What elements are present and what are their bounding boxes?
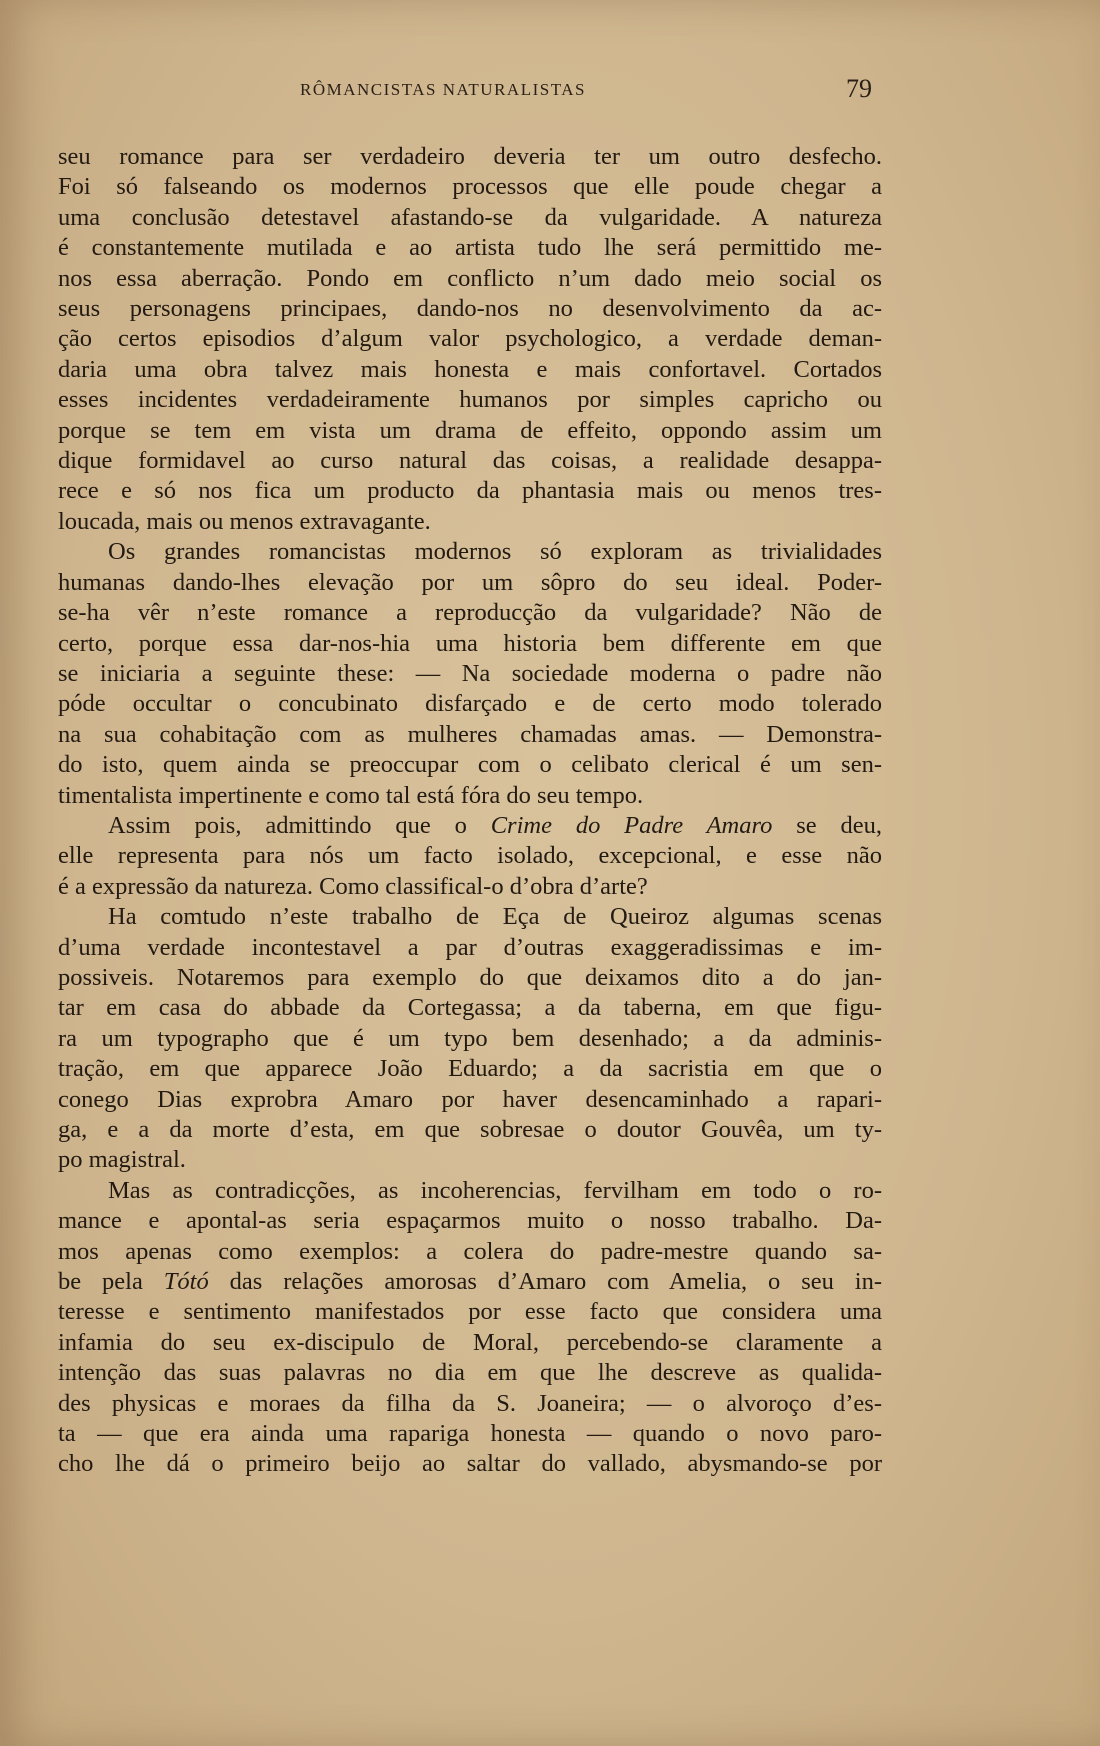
text-line: humanas dando-lhes elevação por um sôpro do seu ideal. Poder- (58, 568, 882, 596)
text-line: Os grandes romancistas modernos só exploram as trivialidades (108, 538, 882, 566)
text-line: seu romance para ser verdadeiro deveria ter um outro desfecho. (58, 143, 882, 170)
text-line: loucada, mais ou menos extravagante. (58, 507, 431, 535)
text-line: daria uma obra talvez mais honesta e mais confortavel. Cortados (58, 355, 882, 383)
running-title: RÔMANCISTAS NATURALISTAS (300, 80, 586, 99)
text-line: é constantemente mutilada e ao artista tudo lhe será permittido me- (58, 234, 882, 262)
page-number: 79 (846, 74, 872, 103)
text-line: po magistral. (58, 1146, 186, 1174)
text-segment: be pela (58, 1268, 164, 1296)
text-line: possiveis. Notaremos para exemplo do que deixamos dito a do jan- (58, 963, 882, 991)
text-line: uma conclusão detestavel afastando-se da vulgaridade. A natureza (58, 203, 882, 231)
text-line: rece e só nos fica um producto da phantasia mais ou menos tres- (58, 477, 882, 505)
text-line: ra um typographo que é um typo bem desenhado; a da adminis- (58, 1024, 882, 1052)
text-line: tração, em que apparece João Eduardo; a da sacristia em que o (58, 1055, 882, 1083)
text-segment: Assim pois, admittindo que o (108, 811, 491, 839)
text-line: conego Dias exprobra Amaro por haver desencaminhado a rapari- (58, 1085, 882, 1113)
text-line: infamia do seu ex-discipulo de Moral, percebendo-se claramente a (58, 1328, 882, 1356)
text-line: mance e apontal-as seria espaçarmos muito o nosso trabalho. Da- (58, 1207, 882, 1235)
character-name: Tótó (163, 1268, 209, 1296)
text-line: se iniciaria a seguinte these: — Na sociedade moderna o padre não (58, 659, 882, 687)
text-line: cho lhe dá o primeiro beijo ao saltar do vallado, abysmando-se por (58, 1450, 882, 1478)
text-line: certo, porque essa dar-nos-hia uma historia bem differente em que (58, 629, 882, 657)
text-line: ga, e a da morte d’esta, em que sobresae o doutor Gouvêa, um ty- (58, 1116, 882, 1143)
text-line: é a expressão da natureza. Como classifical-o d’obra d’arte? (58, 872, 648, 900)
text-line (58, 1267, 882, 1297)
book-title: Crime do Padre Amaro (490, 811, 773, 839)
text-line: tar em casa do abbade da Cortegassa; a da taberna, em que figu- (58, 994, 882, 1022)
text-line: mos apenas como exemplos: a colera do padre-mestre quando sa- (58, 1237, 882, 1265)
text-line: intenção das suas palavras no dia em que lhe descreve as qualida- (58, 1359, 882, 1387)
text-line: seus personagens principaes, dando-nos no desenvolvimento da ac- (58, 295, 882, 323)
text-line: teresse e sentimento manifestados por esse facto que considera uma (58, 1298, 882, 1326)
text-line: des physicas e moraes da filha da S. Joaneira; — o alvoroço d’es- (58, 1389, 882, 1417)
text-line: dique formidavel ao curso natural das coisas, a realidade desappa- (58, 447, 882, 475)
body-text (58, 142, 882, 1480)
text-line: nos essa aberração. Pondo em conflicto n’um dado meio social os (58, 264, 882, 292)
text-line: se-ha vêr n’este romance a reproducção da vulgaridade? Não de (58, 599, 882, 627)
text-line: porque se tem em vista um drama de effeito, oppondo assim um (58, 416, 882, 444)
text-line: ção certos episodios d’algum valor psychologico, a verdade deman- (58, 325, 882, 353)
text-line: Foi só falseando os modernos processos que elle poude chegar a (58, 173, 882, 201)
text-line: esses incidentes verdadeiramente humanos por simples capricho ou (58, 386, 882, 414)
text-line: do isto, quem ainda se preoccupar com o celibato clerical é um sen- (58, 751, 882, 779)
text-line: ta — que era ainda uma rapariga honesta — quando o novo paro- (58, 1420, 882, 1448)
text-line: timentalista impertinente e como tal está fóra do seu tempo. (58, 781, 644, 809)
text-segment: se deu, (772, 811, 882, 839)
text-line: Mas as contradicções, as incoherencias, fervilham em todo o ro- (108, 1176, 882, 1204)
text-line: na sua cohabitação com as mulheres chamadas amas. — Demonstra- (58, 720, 882, 748)
text-line: Ha comtudo n’este trabalho de Eça de Queiroz algumas scenas (108, 903, 882, 931)
text-segment: das relações amorosas d’Amaro com Amelia, o seu in- (208, 1268, 882, 1296)
text-line (58, 811, 882, 841)
text-line: elle representa para nós um facto isolado, excepcional, e esse não (58, 842, 882, 870)
text-line: póde occultar o concubinato disfarçado e de certo modo tolerado (58, 690, 882, 718)
text-line: d’uma verdade incontestavel a par d’outras exaggeradissimas e im- (58, 933, 882, 961)
